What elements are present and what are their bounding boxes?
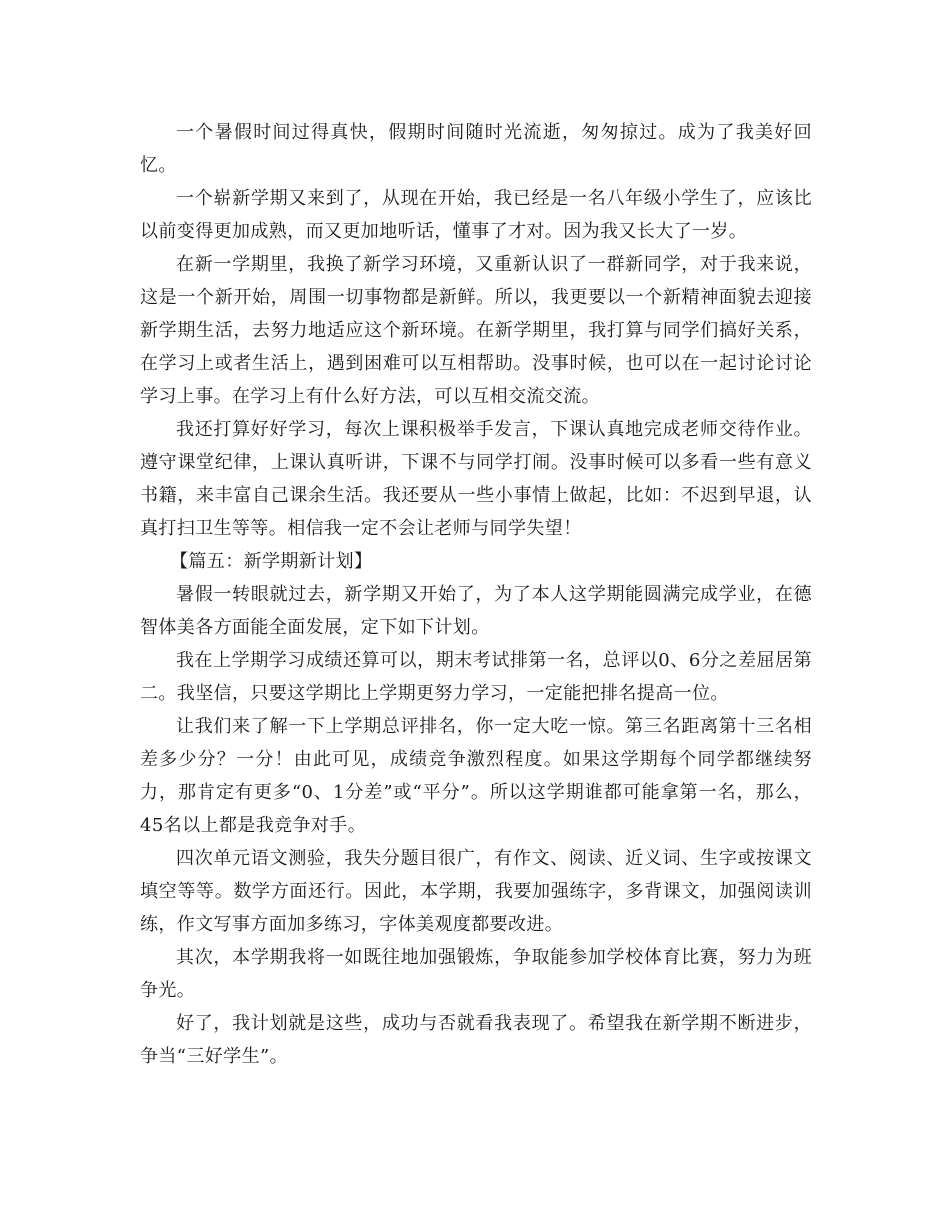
paragraph: 在新一学期里，我换了新学习环境，又重新认识了一群新同学，对于我来说，这是一个新开始，周围一切事物都是新鲜。所以，我更要以一个新精神面貌去迎接新学期生活，去努力地适应这个新环境。在新学期里，我打算与同学们搞好关系，在学习上或者生活上，遇到困难可以互相帮助。没事时候，也可以在一起讨论讨论学习上事。在学习上有什么好方法，可以互相交流交流。 — [140, 254, 812, 407]
paragraph: 四次单元语文测验，我失分题目很广，有作文、阅读、近义词、生字或按课文填空等等。数学方面还行。因此，本学期，我要加强练字，多背课文，加强阅读训练，作文写事方面加多练习，字体美观度都要改进。 — [140, 848, 812, 935]
paragraph: 暑假一转眼就过去，新学期又开始了，为了本人这学期能圆满完成学业，在德智体美各方面能全面发展，定下如下计划。 — [140, 584, 812, 638]
paragraph: 一个崭新学期又来到了，从现在开始，我已经是一名八年级小学生了，应该比以前变得更加成熟，而又更加地听话，懂事了才对。因为我又长大了一岁。 — [140, 188, 812, 242]
paragraph: 让我们来了解一下上学期总评排名，你一定大吃一惊。第三名距离第十三名相差多少分？一分！由此可见，成绩竞争激烈程度。如果这学期每个同学都继续努力，那肯定有更多“0、1分差”或“平分”。所以这学期谁都可能拿第一名，那么，45名以上都是我竞争对手。 — [140, 716, 812, 836]
paragraph: 一个暑假时间过得真快，假期时间随时光流逝，匆匆掠过。成为了我美好回忆。 — [140, 122, 812, 176]
paragraph: 好了，我计划就是这些，成功与否就看我表现了。希望我在新学期不断进步，争当“三好学生”。 — [140, 1013, 812, 1067]
section-heading: 【篇五：新学期新计划】 — [170, 551, 373, 572]
paragraph: 我在上学期学习成绩还算可以，期末考试排第一名，总评以0、6分之差屈居第二。我坚信，只要这学期比上学期更努力学习，一定能把排名提高一位。 — [140, 650, 812, 704]
paragraph: 我还打算好好学习，每次上课积极举手发言，下课认真地完成老师交待作业。遵守课堂纪律，上课认真听讲，下课不与同学打闹。没事时候可以多看一些有意义书籍，来丰富自己课余生活。我还要从一些小事情上做起，比如：不迟到早退，认真打扫卫生等等。相信我一定不会让老师与同学失望！ — [140, 419, 812, 539]
paragraph: 其次，本学期我将一如既往地加强锻炼，争取能参加学校体育比赛，努力为班争光。 — [140, 947, 812, 1001]
document-body — [140, 116, 812, 1073]
